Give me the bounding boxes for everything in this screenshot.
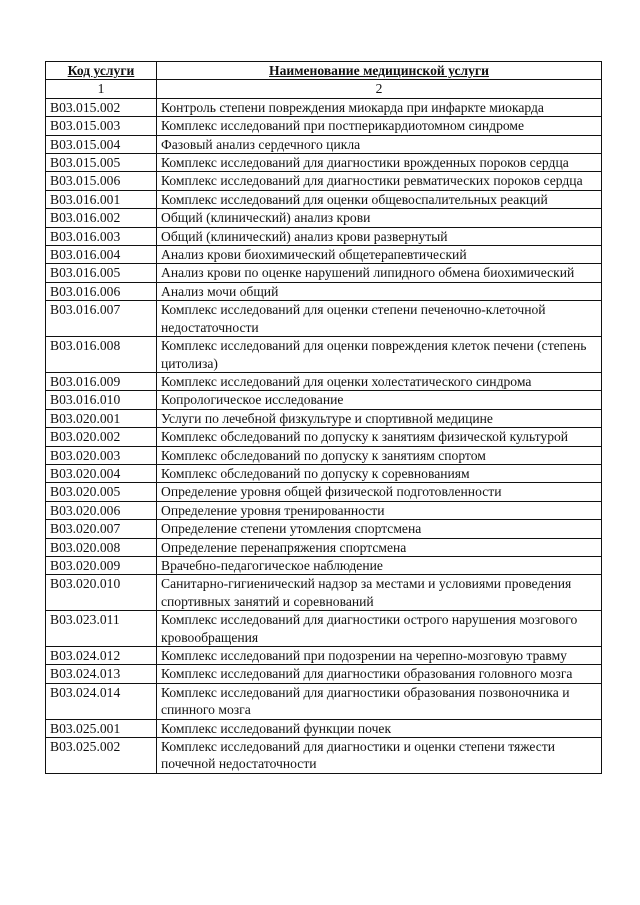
header-code: Код услуги [46, 62, 157, 80]
service-name: Комплекс исследований функции почек [157, 719, 602, 737]
service-name: Фазовый анализ сердечного цикла [157, 135, 602, 153]
table-row [46, 154, 602, 172]
service-name: Комплекс исследований для диагностики ревматических пороков сердца [157, 172, 602, 190]
table-row [46, 501, 602, 519]
table-row [46, 520, 602, 538]
table-row [46, 372, 602, 390]
service-code: B03.016.005 [46, 264, 157, 282]
service-name: Комплекс исследований для диагностики врожденных пороков сердца [157, 154, 602, 172]
table-row [46, 719, 602, 737]
service-code: B03.025.002 [46, 738, 157, 774]
service-code: B03.016.008 [46, 337, 157, 373]
service-code: B03.024.012 [46, 647, 157, 665]
header-row [46, 62, 602, 80]
table-row [46, 575, 602, 611]
service-name: Определение уровня общей физической подготовленности [157, 483, 602, 501]
service-name: Определение уровня тренированности [157, 501, 602, 519]
service-name: Копрологическое исследование [157, 391, 602, 409]
header-name: Наименование медицинской услуги [157, 62, 602, 80]
service-name: Общий (клинический) анализ крови развернутый [157, 227, 602, 245]
table-row [46, 464, 602, 482]
service-name: Контроль степени повреждения миокарда при инфаркте миокарда [157, 98, 602, 116]
service-code: B03.020.003 [46, 446, 157, 464]
table-row [46, 683, 602, 719]
service-code: B03.016.009 [46, 372, 157, 390]
service-name: Комплекс исследований для диагностики острого нарушения мозгового кровообращения [157, 611, 602, 647]
service-code: B03.020.006 [46, 501, 157, 519]
table-row [46, 483, 602, 501]
column-number-row [46, 80, 602, 98]
table-row [46, 611, 602, 647]
table-row [46, 117, 602, 135]
table-row [46, 665, 602, 683]
table-row [46, 409, 602, 427]
table-row [46, 391, 602, 409]
service-name: Комплекс исследований для диагностики образования позвоночника и спинного мозга [157, 683, 602, 719]
table-row [46, 538, 602, 556]
service-code: B03.020.004 [46, 464, 157, 482]
service-name: Анализ мочи общий [157, 282, 602, 300]
table-row [46, 135, 602, 153]
service-code: B03.016.006 [46, 282, 157, 300]
table-row [46, 246, 602, 264]
service-name: Определение перенапряжения спортсмена [157, 538, 602, 556]
table-row [46, 337, 602, 373]
column-number-1: 1 [46, 80, 157, 98]
service-name: Комплекс исследований при постперикардиотомном синдроме [157, 117, 602, 135]
table-row [46, 190, 602, 208]
service-code: B03.023.011 [46, 611, 157, 647]
service-name: Комплекс обследований по допуску к соревнованиям [157, 464, 602, 482]
service-name: Анализ крови по оценке нарушений липидного обмена биохимический [157, 264, 602, 282]
service-code: B03.016.010 [46, 391, 157, 409]
service-code: B03.015.005 [46, 154, 157, 172]
table-row [46, 172, 602, 190]
service-code: B03.020.008 [46, 538, 157, 556]
service-name: Санитарно-гигиенический надзор за местами и условиями проведения спортивных занятий и соревнований [157, 575, 602, 611]
service-name: Врачебно-педагогическое наблюдение [157, 556, 602, 574]
service-code: B03.020.010 [46, 575, 157, 611]
service-code: B03.016.004 [46, 246, 157, 264]
service-code: B03.015.006 [46, 172, 157, 190]
table-row [46, 428, 602, 446]
service-code: B03.020.001 [46, 409, 157, 427]
service-code: B03.024.014 [46, 683, 157, 719]
service-name: Комплекс обследований по допуску к занятиям физической культурой [157, 428, 602, 446]
services-table [45, 61, 602, 774]
table-row [46, 264, 602, 282]
service-code: B03.020.002 [46, 428, 157, 446]
service-code: B03.020.007 [46, 520, 157, 538]
table-row [46, 556, 602, 574]
column-number-2: 2 [157, 80, 602, 98]
table-row [46, 738, 602, 774]
service-code: B03.016.001 [46, 190, 157, 208]
service-code: B03.016.003 [46, 227, 157, 245]
table-row [46, 282, 602, 300]
service-code: B03.024.013 [46, 665, 157, 683]
service-name: Комплекс исследований для диагностики и оценки степени тяжести почечной недостаточности [157, 738, 602, 774]
service-code: B03.015.004 [46, 135, 157, 153]
service-code: B03.025.001 [46, 719, 157, 737]
service-code: B03.020.005 [46, 483, 157, 501]
service-name: Комплекс исследований для оценки общевоспалительных реакций [157, 190, 602, 208]
table-row [46, 647, 602, 665]
table-row [46, 98, 602, 116]
service-name: Услуги по лечебной физкультуре и спортивной медицине [157, 409, 602, 427]
service-name: Комплекс исследований для оценки холестатического синдрома [157, 372, 602, 390]
service-code: B03.020.009 [46, 556, 157, 574]
table-row [46, 446, 602, 464]
service-name: Комплекс исследований для оценки степени печеночно-клеточной недостаточности [157, 301, 602, 337]
service-name: Анализ крови биохимический общетерапевтический [157, 246, 602, 264]
service-name: Комплекс исследований при подозрении на черепно-мозговую травму [157, 647, 602, 665]
table-row [46, 301, 602, 337]
service-code: B03.016.002 [46, 209, 157, 227]
table-row [46, 209, 602, 227]
service-code: B03.015.003 [46, 117, 157, 135]
service-name: Определение степени утомления спортсмена [157, 520, 602, 538]
service-name: Комплекс исследований для оценки повреждения клеток печени (степень цитолиза) [157, 337, 602, 373]
service-name: Комплекс обследований по допуску к занятиям спортом [157, 446, 602, 464]
service-name: Общий (клинический) анализ крови [157, 209, 602, 227]
table-body [46, 98, 602, 773]
service-code: B03.016.007 [46, 301, 157, 337]
service-code: B03.015.002 [46, 98, 157, 116]
table-row [46, 227, 602, 245]
service-name: Комплекс исследований для диагностики образования головного мозга [157, 665, 602, 683]
